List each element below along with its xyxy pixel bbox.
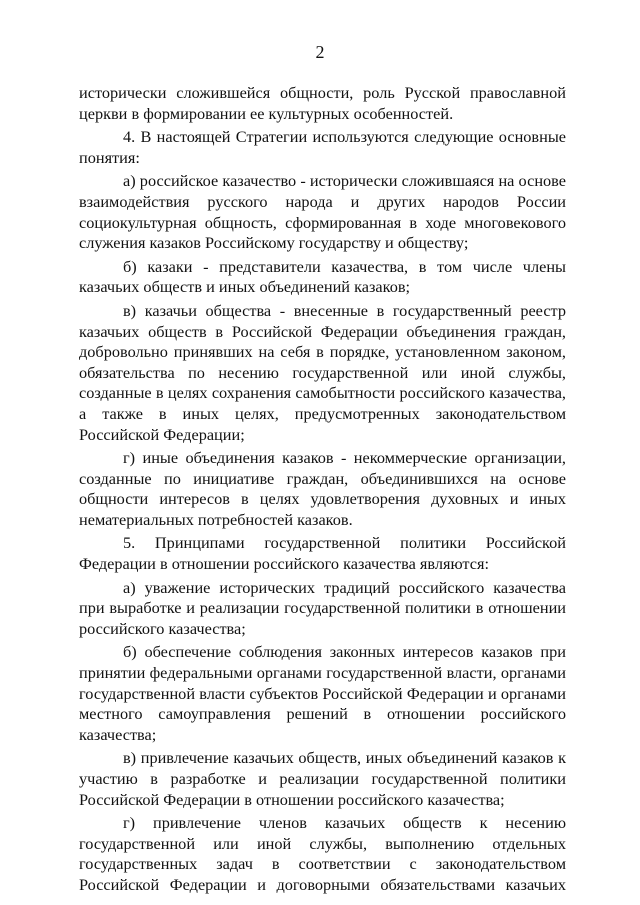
paragraph-principle-b: б) обеспечение соблюдения законных интересов казаков при принятии федеральными органами государственной власти, органами государственной власти субъектов Российской Федерации и органами местного самоуправления решений в отношении российского казачества; [79,642,566,744]
paragraph-definition-a: а) российское казачество - исторически сложившаяся на основе взаимодействия русского народа и других народов России социокультурная общность, сформированная в ходе многовекового служения казаков Российскому государству и обществу; [79,171,566,253]
paragraph-item-4: 4. В настоящей Стратегии используются следующие основные понятия: [79,127,566,167]
page-number: 2 [315,42,325,62]
paragraph-principle-v: в) привлечение казачьих обществ, иных объединений казаков к участию в разработке и реализации государственной политики Российской Федерации в отношении российского казачества; [79,748,566,809]
paragraph-definition-b: б) казаки - представители казачества, в том числе члены казачьих обществ и иных объединений казаков; [79,256,566,297]
paragraph-continuation: исторически сложившейся общности, роль Русской православной церкви в формировании ее культурных особенностей. [79,83,566,123]
paragraph-definition-v: в) казачьи общества - внесенные в государственный реестр казачьих обществ в Российской Федерации объединения граждан, добровольно принявших на себя в порядке, установленном законом, обязательства по несению государственной или иной службы, созданные в целях сохранения самобытности российского казачества, а также в иных целях, предусмотренных законодательством Российской Федерации; [79,300,566,444]
paragraph-definition-g: г) иные объединения казаков - некоммерческие организации, созданные по инициативе граждан, объединившихся на основе общности интересов в целях удовлетворения духовных и иных нематериальных потребностей казаков. [79,448,566,529]
paragraph-item-5: 5. Принципами государственной политики Российской Федерации в отношении российского казачества являются: [79,533,566,574]
paragraph-principle-a: а) уважение исторических традиций российского казачества при выработке и реализации государственной политики в отношении российского казачества; [79,577,566,638]
document-body [79,83,566,899]
paragraph-principle-g: г) привлечение членов казачьих обществ к несению государственной или иной службы, выполнению отдельных государственных задач в соответствии с законодательством Российской Федерации и договорными обязательствами казачьих [79,813,566,894]
